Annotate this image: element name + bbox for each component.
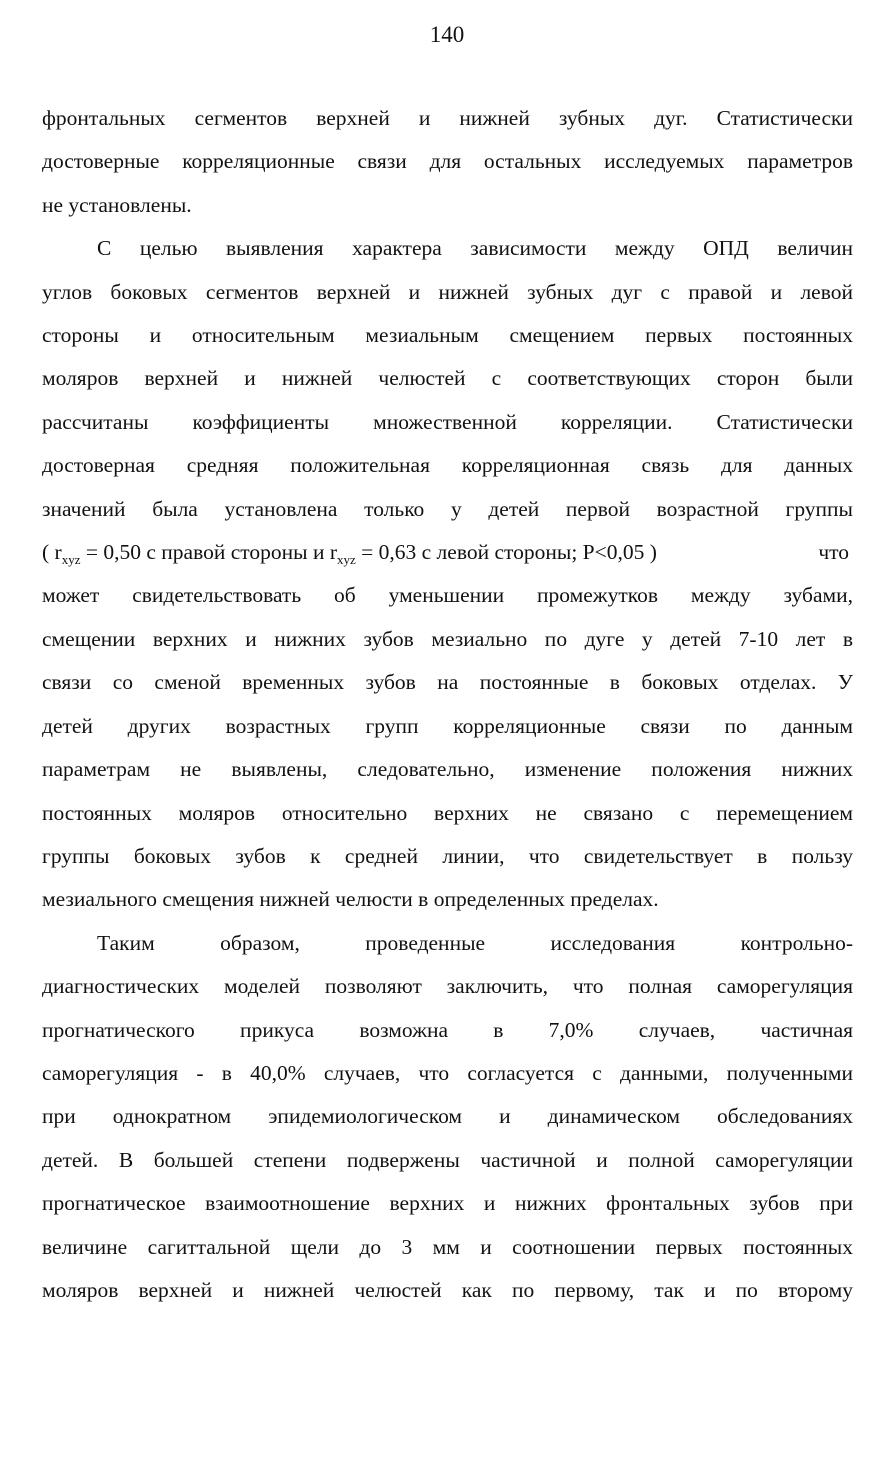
- text-line: рассчитаны коэффициенты множественной корреляции. Статистически: [42, 409, 853, 434]
- paragraph-1: [42, 97, 853, 227]
- paragraph-3: [42, 922, 853, 1313]
- formula-open: ( r: [42, 540, 62, 565]
- text-line: моляров верхней и нижней челюстей с соответствующих сторон были: [42, 366, 853, 391]
- text-line: не установлены.: [42, 192, 192, 217]
- formula-mid: = 0,50 с правой стороны и r: [80, 540, 337, 565]
- formula-end: что: [818, 540, 849, 565]
- text-line: Таким образом, проведенные исследования контрольно-: [97, 930, 853, 955]
- text-line: фронтальных сегментов верхней и нижней зубных дуг. Статистически: [42, 106, 853, 130]
- formula-line: [42, 531, 853, 574]
- formula-mid: = 0,63 с левой стороны; Р<0,05 ): [355, 540, 657, 565]
- text-line: стороны и относительным мезиальным смещением первых постоянных: [42, 323, 853, 348]
- formula-subscript: xyz: [61, 552, 81, 568]
- text-line: моляров верхней и нижней челюстей как по первому, так и по второму: [42, 1277, 853, 1302]
- text-line: саморегуляция - в 40,0% случаев, что согласуется с данными, полученными: [42, 1060, 853, 1085]
- text-line: величине сагиттальной щели до 3 мм и соотношении первых постоянных: [42, 1234, 853, 1259]
- paragraph-2: [42, 227, 853, 922]
- page-number: 140: [429, 22, 465, 47]
- text-line: постоянных моляров относительно верхних не связано с перемещением: [42, 800, 853, 825]
- text-line: параметрам не выявлены, следовательно, изменение положения нижних: [42, 757, 853, 782]
- text-line: может свидетельствовать об уменьшении промежутков между зубами,: [42, 583, 853, 608]
- text-line: С целью выявления характера зависимости между ОПД величин: [97, 236, 853, 261]
- text-line: группы боковых зубов к средней линии, что свидетельствует в пользу: [42, 843, 853, 868]
- formula-subscript: xyz: [336, 552, 356, 568]
- text-line: смещении верхних и нижних зубов мезиально по дуге у детей 7-10 лет в: [42, 626, 853, 651]
- text-line: достоверные корреляционные связи для остальных исследуемых параметров: [42, 149, 853, 174]
- text-line: при однократном эпидемиологическом и динамическом обследованиях: [42, 1104, 853, 1129]
- text-line: связи со сменой временных зубов на постоянные в боковых отделах. У: [42, 670, 853, 695]
- text-line: мезиального смещения нижней челюсти в определенных пределах.: [42, 887, 659, 912]
- text-line: значений была установлена только у детей первой возрастной группы: [42, 496, 853, 521]
- text-line: детей других возрастных групп корреляционные связи по данным: [42, 713, 853, 738]
- text-line: прогнатическое взаимоотношение верхних и нижних фронтальных зубов при: [42, 1191, 853, 1216]
- body-text: [42, 97, 853, 1312]
- text-line: прогнатического прикуса возможна в 7,0% случаев, частичная: [42, 1017, 853, 1042]
- text-line: достоверная средняя положительная корреляционная связь для данных: [42, 453, 853, 478]
- text-line: диагностических моделей позволяют заключить, что полная саморегуляция: [42, 974, 853, 999]
- text-line: углов боковых сегментов верхней и нижней зубных дуг с правой и левой: [42, 279, 853, 304]
- formula-text: [42, 531, 657, 574]
- text-line: детей. В большей степени подвержены частичной и полной саморегуляции: [42, 1147, 853, 1172]
